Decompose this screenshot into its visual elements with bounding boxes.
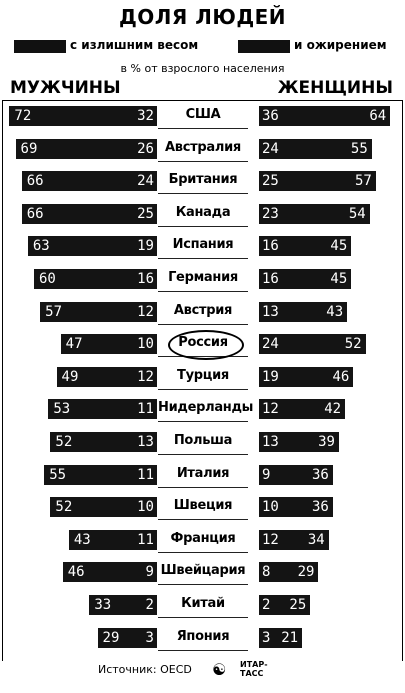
men-obesity-label: 26: [137, 141, 154, 157]
women-obesity-label: 13: [262, 434, 279, 450]
men-bar: [48, 399, 157, 419]
women-obesity-label: 24: [262, 336, 279, 352]
men-bar: [28, 236, 157, 256]
men-overweight-label: 43: [73, 532, 91, 548]
men-overweight-label: 29: [102, 630, 120, 646]
men-overweight-label: 53: [53, 401, 71, 417]
men-overweight-label: 47: [65, 336, 83, 352]
women-overweight-label: 42: [324, 401, 342, 417]
legend: [0, 37, 405, 55]
men-overweight-label: 46: [67, 564, 85, 580]
men-obesity-label: 32: [137, 108, 154, 124]
men-obesity-label: 24: [137, 173, 154, 189]
men-overweight-label: 57: [45, 304, 62, 320]
country-label: Польша: [173, 433, 233, 448]
women-bar: [259, 204, 370, 224]
women-bar: [259, 367, 353, 387]
men-bar: [57, 367, 157, 387]
men-obesity-label: 9: [145, 564, 154, 580]
women-bar: [259, 628, 302, 648]
women-overweight-label: 36: [311, 499, 329, 515]
men-bar: [34, 269, 157, 289]
country-label: Россия: [178, 335, 228, 350]
country-label: Швеция: [173, 498, 233, 513]
row-separator: [158, 519, 248, 520]
men-overweight-label: 33: [94, 597, 112, 613]
country-label: Австралия: [165, 140, 241, 155]
men-overweight-label: 63: [32, 238, 50, 254]
row-separator: [158, 193, 248, 194]
women-bar: [259, 236, 351, 256]
men-bar: [22, 171, 157, 191]
women-bar: [259, 269, 351, 289]
women-overweight-label: 45: [330, 238, 348, 254]
row-separator: [158, 454, 248, 455]
women-obesity-label: 24: [262, 141, 279, 157]
legend-overweight-swatch: [14, 40, 66, 53]
legend-obesity-label: и ожирением: [294, 38, 387, 52]
men-obesity-label: 11: [137, 467, 154, 483]
men-overweight-label: 72: [14, 108, 32, 124]
women-obesity-label: 13: [262, 304, 279, 320]
men-bar: [50, 497, 157, 517]
men-obesity-label: 13: [137, 434, 154, 450]
row-separator: [158, 161, 248, 162]
men-overweight-label: 60: [39, 271, 56, 287]
women-obesity-label: 12: [262, 401, 279, 417]
women-overweight-label: 54: [348, 206, 366, 222]
women-bar: [259, 106, 390, 126]
chart-title: ДОЛЯ ЛЮДЕЙ: [118, 5, 287, 29]
women-obesity-label: 10: [262, 499, 279, 515]
women-obesity-label: 25: [262, 173, 279, 189]
country-label: Испания: [172, 237, 234, 252]
country-label: Германия: [168, 270, 238, 285]
row-separator: [158, 617, 248, 618]
country-label: Швейцария: [160, 563, 246, 578]
women-bar: [259, 497, 333, 517]
women-bar: [259, 595, 310, 615]
legend-obesity-swatch: [238, 40, 290, 53]
women-overweight-label: 29: [297, 564, 315, 580]
women-overweight-label: 64: [369, 108, 387, 124]
country-label: Китай: [181, 596, 225, 611]
women-bar: [259, 432, 339, 452]
country-label: Италия: [176, 466, 230, 481]
men-bar: [16, 139, 157, 159]
men-obesity-label: 16: [137, 271, 154, 287]
women-obesity-label: 8: [262, 564, 271, 580]
women-overweight-label: 52: [344, 336, 362, 352]
men-bar: [89, 595, 157, 615]
men-bar: [40, 302, 157, 322]
women-overweight-label: 36: [311, 467, 329, 483]
women-bar: [259, 171, 376, 191]
women-obesity-label: 12: [262, 532, 279, 548]
women-bar: [259, 139, 372, 159]
row-separator: [158, 128, 248, 129]
men-obesity-label: 3: [145, 630, 154, 646]
women-overweight-label: 25: [289, 597, 307, 613]
men-bar: [22, 204, 157, 224]
women-overweight-label: 45: [330, 271, 348, 287]
men-bar: [9, 106, 157, 126]
men-obesity-label: 25: [137, 206, 154, 222]
men-bar: [50, 432, 157, 452]
women-obesity-label: 16: [262, 238, 279, 254]
women-bar: [259, 465, 333, 485]
agency-name: ИТАР-ТАСС: [240, 660, 268, 678]
country-label: Франция: [170, 531, 236, 546]
row-separator: [158, 487, 248, 488]
women-overweight-label: 46: [332, 369, 350, 385]
women-bar: [259, 302, 347, 322]
legend-overweight-label: с излишним весом: [70, 38, 199, 52]
men-obesity-label: 11: [137, 401, 154, 417]
men-obesity-label: 11: [137, 532, 154, 548]
women-bar: [259, 334, 366, 354]
country-label: Турция: [177, 368, 229, 383]
men-obesity-label: 19: [137, 238, 154, 254]
women-obesity-label: 16: [262, 271, 279, 287]
women-obesity-label: 3: [262, 630, 271, 646]
women-bar: [259, 399, 345, 419]
women-overweight-label: 39: [318, 434, 335, 450]
row-separator: [158, 650, 248, 651]
men-bar: [61, 334, 157, 354]
row-separator: [158, 421, 248, 422]
men-overweight-label: 66: [26, 173, 44, 189]
women-overweight-label: 21: [281, 630, 299, 646]
row-separator: [158, 258, 248, 259]
men-obesity-label: 12: [137, 369, 154, 385]
men-bar: [63, 562, 157, 582]
women-obesity-label: 19: [262, 369, 279, 385]
highlight-circle: [168, 330, 244, 360]
country-label: Канада: [175, 205, 231, 220]
source-note: Источник: OECD: [98, 663, 192, 676]
men-obesity-label: 10: [137, 336, 154, 352]
men-overweight-label: 49: [61, 369, 79, 385]
women-obesity-label: 9: [262, 467, 271, 483]
country-label: США: [185, 107, 221, 122]
women-obesity-label: 36: [262, 108, 279, 124]
men-bar: [69, 530, 157, 550]
women-overweight-label: 55: [350, 141, 368, 157]
women-overweight-label: 43: [326, 304, 344, 320]
men-obesity-label: 2: [145, 597, 154, 613]
men-obesity-label: 12: [137, 304, 154, 320]
men-obesity-label: 10: [137, 499, 154, 515]
men-header: МУЖЧИНЫ: [10, 78, 121, 98]
men-overweight-label: 52: [55, 434, 73, 450]
men-bar: [98, 628, 157, 648]
women-overweight-label: 57: [354, 173, 372, 189]
row-separator: [158, 324, 248, 325]
row-separator: [158, 226, 248, 227]
country-label: Нидерланды: [158, 400, 254, 415]
country-label: Япония: [176, 629, 230, 644]
agency-logo-icon: ☯: [212, 660, 227, 679]
men-overweight-label: 52: [55, 499, 73, 515]
men-overweight-label: 69: [20, 141, 38, 157]
row-separator: [158, 552, 248, 553]
country-label: Британия: [168, 172, 238, 187]
women-bar: [259, 530, 329, 550]
chart-subtitle: в % от взрослого населения: [120, 62, 285, 75]
women-bar: [259, 562, 318, 582]
men-overweight-label: 55: [49, 467, 67, 483]
women-overweight-label: 34: [307, 532, 325, 548]
men-bar: [44, 465, 157, 485]
men-overweight-label: 66: [26, 206, 44, 222]
row-separator: [158, 389, 248, 390]
women-obesity-label: 2: [262, 597, 271, 613]
row-separator: [158, 291, 248, 292]
country-label: Австрия: [173, 303, 233, 318]
women-obesity-label: 23: [262, 206, 279, 222]
women-header: ЖЕНЩИНЫ: [277, 78, 393, 98]
row-separator: [158, 584, 248, 585]
